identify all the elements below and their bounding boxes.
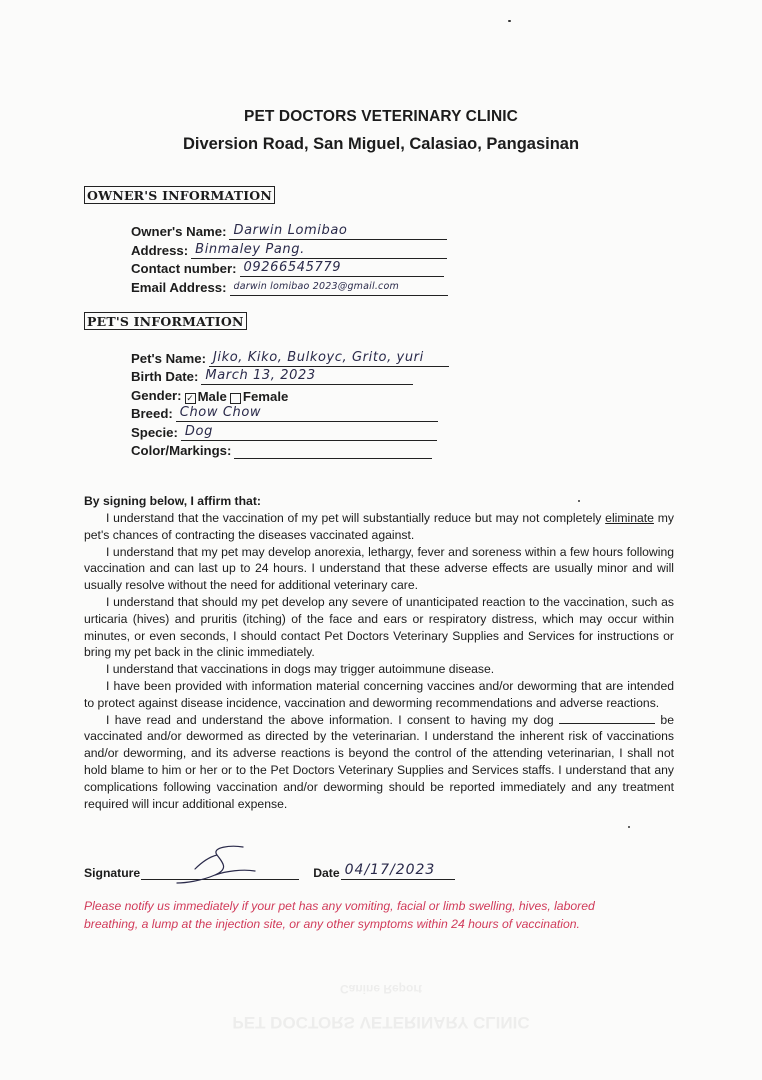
- pet-name-field: [131, 349, 449, 367]
- pet-color-label: Color/Markings:: [131, 443, 232, 458]
- pet-gender-field: [131, 386, 288, 404]
- pet-birthdate-value[interactable]: March 13, 2023: [201, 368, 413, 385]
- female-option-label: Female: [242, 389, 289, 404]
- clinic-name: PET DOCTORS VETERINARY CLINIC: [244, 108, 518, 125]
- scan-speck: [578, 500, 580, 502]
- pet-breed-value[interactable]: Chow Chow: [176, 405, 438, 422]
- owner-section-header: OWNER'S INFORMATION: [84, 186, 275, 204]
- affirm-title: By signing below, I affirm that:: [84, 494, 261, 508]
- affirmation-text: [84, 510, 674, 812]
- bleed-through-clinic-name: PET DOCTORS VETERINARY CLINIC: [232, 1013, 530, 1032]
- post-vaccination-notice: Please notify us immediately if your pet has any vomiting, facial or limb swelling, hives, labored breathing, a lump at the injection site, or any other symptoms within 24 hours of vaccination.: [84, 899, 595, 931]
- male-option-label: Male: [197, 389, 227, 404]
- owner-email-field: [131, 278, 448, 296]
- dog-name-blank[interactable]: [559, 712, 655, 724]
- pet-section-header: PET'S INFORMATION: [84, 312, 247, 330]
- pet-name-value[interactable]: Jiko, Kiko, Bulkoyc, Grito, yuri: [209, 350, 449, 367]
- pet-birthdate-field: [131, 367, 413, 385]
- affirm-paragraph-4: I understand that vaccinations in dogs may trigger autoimmune disease.: [106, 662, 495, 677]
- owner-email-value[interactable]: darwin lomibao 2023@gmail.com: [230, 279, 448, 296]
- pet-specie-field: [131, 423, 437, 441]
- owner-address-field: [131, 241, 447, 259]
- pet-breed-field: [131, 404, 438, 422]
- date-value[interactable]: 04/17/2023: [341, 863, 455, 880]
- affirm-paragraph-6: I have read and understand the above information. I consent to having my dog be vaccinated and/or dewormed as directed by the veterinarian. I understand the inherent risk of vaccinations and/or deworming, and its adverse reactions is beyond the control of the attending veterinarian, I shall not hold blame to him or her or to the Pet Doctors Veterinary Supplies and Services staffs. I understand that any complications following vaccination and/or deworming should be reported immediately and any treatment required will incur additional expense.: [84, 712, 674, 811]
- pet-specie-label: Specie:: [131, 425, 178, 440]
- female-checkbox[interactable]: [230, 393, 241, 404]
- pet-specie-value[interactable]: Dog: [181, 424, 437, 441]
- bleed-through-report-title: Canine Report: [339, 982, 422, 996]
- affirm-paragraph-2: I understand that my pet may develop anorexia, lethargy, fever and soreness within a few hours following vaccination and can last up to 24 hours. I understand that these adverse effects are usually minor and will usually resolve without the need for additional veterinary care.: [84, 544, 674, 593]
- signature-line[interactable]: [141, 865, 299, 880]
- signature-scribble: [171, 841, 261, 885]
- owner-email-label: Email Address:: [131, 280, 227, 295]
- pet-color-field: [131, 441, 432, 459]
- owner-name-field: [131, 222, 447, 240]
- pet-name-label: Pet's Name:: [131, 351, 206, 366]
- male-checkbox[interactable]: ✓: [186, 393, 194, 403]
- owner-address-value[interactable]: Binmaley Pang.: [191, 242, 447, 259]
- affirm-paragraph-5: I have been provided with information material concerning vaccines and/or deworming that are intended to protect against disease incidence, vaccination and deworming recommendations and adverse reactions.: [84, 678, 674, 710]
- scan-speck: [508, 20, 511, 22]
- signature-row: [84, 863, 455, 880]
- scan-speck: [628, 826, 630, 828]
- owner-address-label: Address:: [131, 243, 189, 258]
- owner-contact-label: Contact number:: [131, 261, 237, 276]
- owner-name-label: Owner's Name:: [131, 224, 227, 239]
- owner-contact-field: [131, 259, 444, 277]
- pet-breed-label: Breed:: [131, 406, 173, 421]
- affirm-paragraph-1: I understand that the vaccination of my pet will substantially reduce but may not completely eliminate my pet's chances of contracting the diseases vaccinated against.: [84, 511, 674, 542]
- pet-gender-label: Gender:: [131, 388, 182, 403]
- signature-label: Signature: [84, 866, 141, 880]
- pet-birthdate-label: Birth Date:: [131, 369, 199, 384]
- date-label: Date: [313, 866, 340, 880]
- pet-color-value[interactable]: [234, 442, 432, 459]
- affirm-paragraph-3: I understand that should my pet develop any severe of unanticipated reaction to the vaccination, such as urticaria (hives) and pruritis (itching) of the face and ears or respiratory distress, which may occur within minutes, or even seconds, I should contact Pet Doctors Veterinary Supplies and Services for instructions or bring my pet back in the clinic immediately.: [84, 594, 674, 660]
- clinic-address: Diversion Road, San Miguel, Calasiao, Pangasinan: [182, 135, 580, 153]
- owner-name-value[interactable]: Darwin Lomibao: [229, 223, 447, 240]
- owner-contact-value[interactable]: 09266545779: [240, 260, 444, 277]
